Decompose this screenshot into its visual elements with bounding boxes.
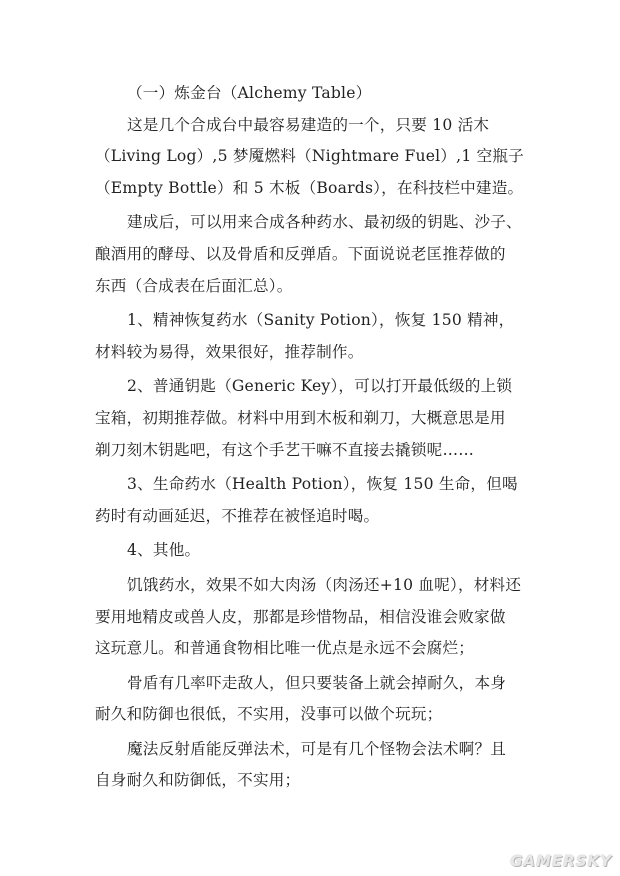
text-line: 2、普通钥匙（Generic Key），可以打开最低级的上锁 bbox=[127, 377, 513, 396]
paragraph bbox=[95, 535, 535, 567]
text-line: 建成后，可以用来合成各种药水、最初级的钥匙、沙子、 bbox=[127, 213, 522, 232]
text-line: 骨盾有几率吓走敌人，但只要装备上就会掉耐久，本身 bbox=[127, 673, 507, 692]
paragraph bbox=[95, 207, 535, 302]
text-line: 这玩意儿。和普通食物相比唯一优点是永远不会腐烂； bbox=[95, 639, 475, 658]
paragraph bbox=[95, 734, 535, 797]
watermark-logo: GAMERSKY bbox=[510, 852, 612, 870]
text-line: 这是几个合成台中最容易建造的一个，只要 10 活木 bbox=[127, 115, 490, 134]
text-line: 酿酒用的酵母、以及骨盾和反弹盾。下面说说老匡推荐做的 bbox=[95, 244, 506, 263]
text-line: 1、精神恢复药水（Sanity Potion），恢复 150 精神， bbox=[127, 311, 515, 330]
text-line: 药时有动画延迟，不推荐在被怪追时喝。 bbox=[95, 506, 380, 525]
text-line: （Empty Bottle）和 5 木板（Boards），在科技栏中建造。 bbox=[95, 178, 524, 197]
text-line: 3、生命药水（Health Potion），恢复 150 生命，但喝 bbox=[127, 475, 518, 494]
document-page bbox=[95, 78, 535, 800]
text-line: 材料较为易得，效果很好，推荐制作。 bbox=[95, 342, 364, 361]
text-line: 魔法反射盾能反弹法术，可是有几个怪物会法术啊？且 bbox=[127, 739, 507, 758]
text-line: 饥饿药水，效果不如大肉汤（肉汤还+10 血呢），材料还 bbox=[127, 575, 522, 594]
text-line: 耐久和防御也很低，不实用，没事可以做个玩玩； bbox=[95, 705, 443, 724]
paragraph bbox=[95, 110, 535, 205]
text-line: （Living Log）,5 梦魇燃料（Nightmare Fuel）,1 空瓶子 bbox=[95, 147, 524, 166]
text-line: 要用地精皮或兽人皮，那都是珍惜物品，相信没谁会败家做 bbox=[95, 607, 506, 626]
paragraph bbox=[95, 371, 535, 466]
paragraph bbox=[95, 305, 535, 368]
text-line: 自身耐久和防御低，不实用； bbox=[95, 771, 301, 790]
paragraph bbox=[95, 668, 535, 731]
paragraph bbox=[95, 469, 535, 532]
text-line: 4、其他。 bbox=[127, 541, 201, 560]
text-line: 东西（合成表在后面汇总）。 bbox=[95, 276, 293, 295]
text-line: 剃刀刻木钥匙吧，有这个手艺干嘛不直接去撬锁呢…… bbox=[95, 440, 475, 459]
document-body bbox=[95, 110, 535, 797]
paragraph bbox=[95, 570, 535, 665]
text-line: 宝箱，初期推荐做。材料中用到木板和剃刀，大概意思是用 bbox=[95, 408, 506, 427]
section-heading: （一）炼金台（Alchemy Table） bbox=[127, 84, 372, 102]
